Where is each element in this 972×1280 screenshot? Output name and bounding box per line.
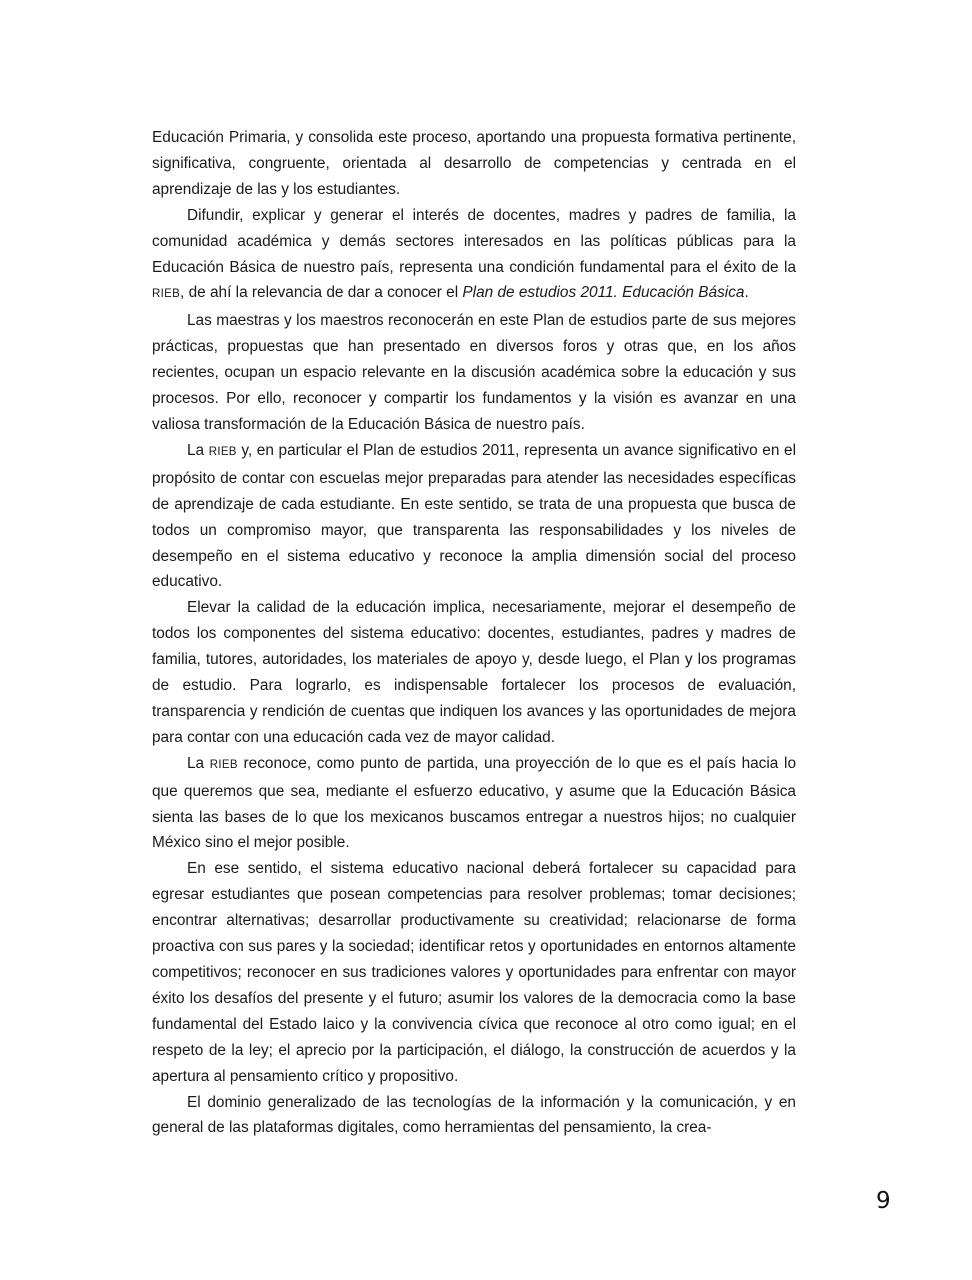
paragraph-7: En ese sentido, el sistema educativo nacional deberá fortalecer su capacidad para egresar estudiantes que posean competencias para resolver problemas; tomar decisiones; encontrar alternativas; desarrollar productivamente su creatividad; relacionarse de forma proactiva con sus pares y la sociedad; identificar retos y oportunidades en entornos altamente competitivos; reconocer en sus tradiciones valores y oportunidades para enfrentar con mayor éxito los desafíos del presente y el futuro; asumir los valores de la democracia como la base fundamental del Estado laico y la convivencia cívica que reconoce al otro como igual; en el respeto de la ley; el aprecio por la participación, el diálogo, la construcción de acuerdos y la apertura al pensamiento crítico y propositivo.	[152, 860, 796, 1085]
paragraph-6	[152, 751, 796, 857]
plan-title-italic: Plan de estudios 2011. Educación Básica	[462, 284, 745, 302]
page-number: 9	[876, 1188, 891, 1214]
paragraph-6-text-a: La	[187, 754, 210, 772]
paragraph-8: El dominio generalizado de las tecnologías de la información y la comunicación, y en general de las plataformas digitales, como herramientas del pensamiento, la crea-	[152, 1093, 796, 1137]
paragraph-4-text-b: y, en particular el Plan de estudios 2011, representa un avance significativo en el propósito de contar con escuelas mejor preparadas para atender las necesidades específicas de aprendizaje de cada estudiante. En este sentido, se trata de una propuesta que busca de todos un compromiso mayor, que transparenta las responsabilidades y los niveles de desempeño en el sistema educativo y reconoce la amplia dimensión social del proceso educativo.	[152, 441, 797, 591]
page-body	[152, 125, 796, 1141]
paragraph-4-text-a: La	[187, 441, 209, 459]
paragraph-5: Elevar la calidad de la educación implica, necesariamente, mejorar el desempeño de todos los componentes del sistema educativo: docentes, estudiantes, padres y madres de familia, tutores, autoridades, los materiales de apoyo y, desde luego, el Plan y los programas de estudio. Para lograrlo, es indispensable fortalecer los procesos de evaluación, transparencia y rendición de cuentas que indiquen los avances y las oportunidades de mejora para contar con una educación cada vez de mayor calidad.	[152, 599, 796, 746]
paragraph-1: Educación Primaria, y consolida este proceso, aportando una propuesta formativa pertinente, significativa, congruente, orientada al desarrollo de competencias y centrada en el aprendizaje de las y los estudiantes.	[152, 129, 796, 198]
paragraph-4	[152, 438, 796, 595]
paragraph-2-text-c: .	[744, 284, 749, 302]
paragraph-3: Las maestras y los maestros reconocerán en este Plan de estudios parte de sus mejores prácticas, propuestas que han presentado en diversos foros y otras que, en los años recientes, ocupan un espacio relevante en la discusión académica sobre la educación y sus procesos. Por ello, reconocer y compartir los fundamentos y la visión es avanzar en una valiosa transformación de la Educación Básica de nuestro país.	[152, 312, 796, 433]
rieb-abbreviation: RIEB	[152, 288, 181, 301]
paragraph-2	[152, 203, 796, 309]
paragraph-2-text-a: Difundir, explicar y generar el interés de docentes, madres y padres de familia, la comunidad académica y demás sectores interesados en las políticas públicas para la Educación Básica de nuestro país, representa una condición fundamental para el éxito de la	[152, 206, 796, 276]
rieb-abbreviation: RIEB	[208, 445, 237, 458]
paragraph-6-text-b: reconoce, como punto de partida, una proyección de lo que es el país hacia lo que queremos que sea, mediante el esfuerzo educativo, y asume que la Educación Básica sienta las bases de lo que los mexicanos buscamos entregar a nuestros hijos; no cualquier México sino el mejor posible.	[152, 754, 797, 852]
paragraph-2-text-b: , de ahí la relevancia de dar a conocer el	[180, 284, 463, 302]
rieb-abbreviation: RIEB	[209, 758, 238, 771]
